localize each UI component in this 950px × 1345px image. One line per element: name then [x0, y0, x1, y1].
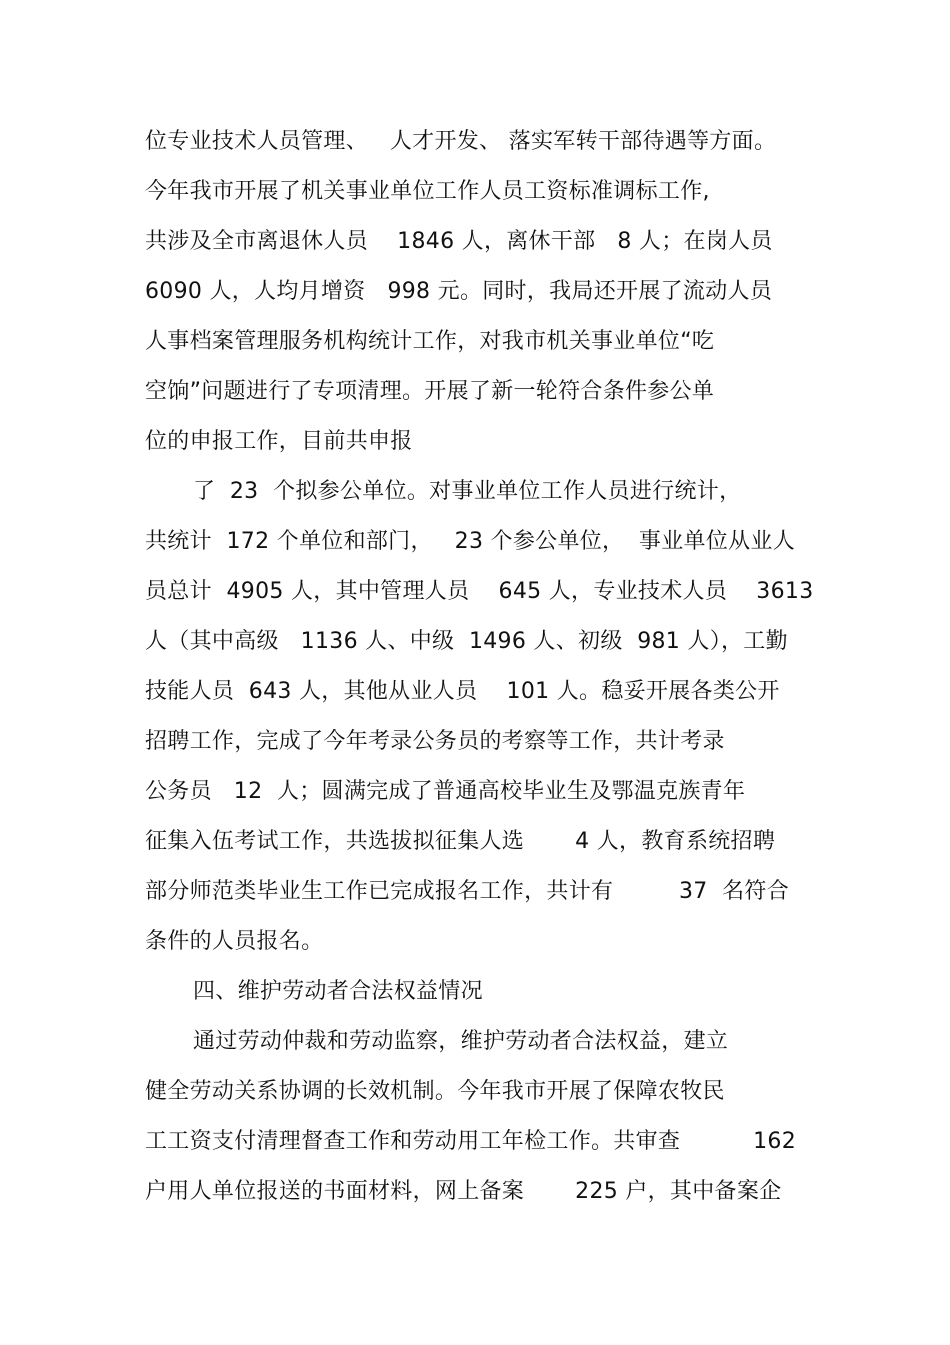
- section-heading: 四、维护劳动者合法权益情况: [193, 979, 483, 1004]
- text-line-10: 员总计 4905 人，其中管理人员 645 人，专业技术人员 3613: [145, 579, 814, 604]
- text-line-22: 户用人单位报送的书面材料，网上备案 225 户，其中备案企: [145, 1179, 782, 1204]
- text-line-1: 位专业技术人员管理、 人才开发、 落实军转干部待遇等方面。: [145, 129, 777, 154]
- text-line-15: 征集入伍考试工作，共选拔拟征集人选 4 人，教育系统招聘: [145, 829, 776, 854]
- text-line-17: 条件的人员报名。: [145, 929, 324, 954]
- text-line-7: 位的申报工作，目前共申报: [145, 429, 413, 454]
- text-line-13: 招聘工作，完成了今年考录公务员的考察等工作，共计考录: [145, 729, 725, 754]
- text-line-2: 今年我市开展了机关事业单位工作人员工资标准调标工作,: [145, 179, 710, 204]
- text-line-20: 健全劳动关系协调的长效机制。今年我市开展了保障农牧民: [145, 1079, 725, 1104]
- text-line-9: 共统计 172 个单位和部门， 23 个参公单位， 事业单位从业人: [145, 529, 796, 554]
- text-line-11: 人（其中高级 1136 人、中级 1496 人、初级 981 人），工勤: [145, 629, 788, 654]
- text-line-16: 部分师范类毕业生工作已完成报名工作，共计有 37 名符合: [145, 879, 790, 904]
- text-line-4: 6090 人，人均月增资 998 元。同时，我局还开展了流动人员: [145, 279, 773, 304]
- text-line-12: 技能人员 643 人，其他从业人员 101 人。稳妥开展各类公开: [145, 679, 780, 704]
- text-line-21: 工工资支付清理督查工作和劳动用工年检工作。共审查 162: [145, 1129, 797, 1154]
- text-line-14: 公务员 12 人；圆满完成了普通高校毕业生及鄂温克族青年: [145, 779, 746, 804]
- text-line-19: 通过劳动仲裁和劳动监察，维护劳动者合法权益，建立: [193, 1029, 729, 1054]
- text-line-6: 空饷”问题进行了专项清理。开展了新一轮符合条件参公单: [145, 379, 715, 404]
- text-line-8: 了 23 个拟参公单位。对事业单位工作人员进行统计，: [193, 479, 742, 504]
- text-line-3: 共涉及全市离退休人员 1846 人，离休干部 8 人；在岗人员: [145, 229, 773, 254]
- text-line-5: 人事档案管理服务机构统计工作，对我市机关事业单位“吃: [145, 329, 715, 354]
